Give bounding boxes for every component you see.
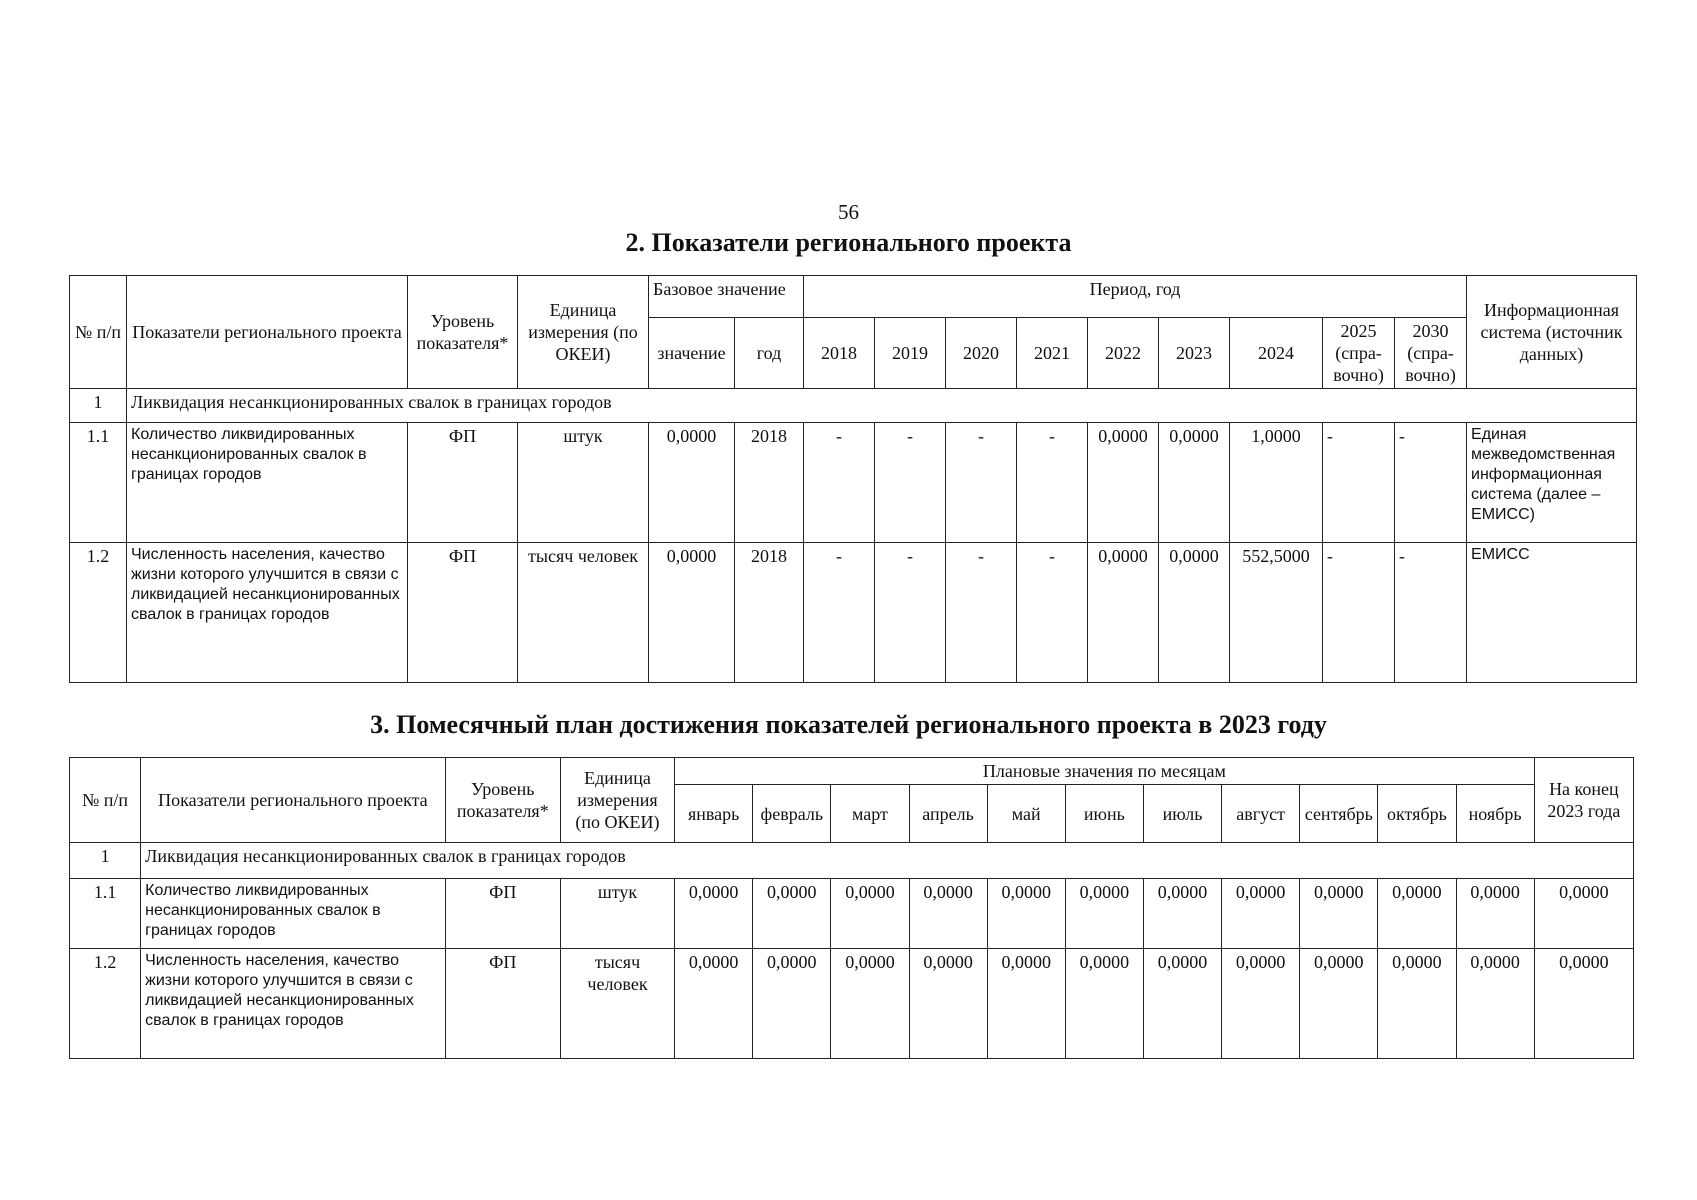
group-label: Ликвидация несанкционированных свалок в границах городов bbox=[141, 843, 1634, 879]
row-unit: штук bbox=[518, 423, 649, 543]
row-info-system: ЕМИСС bbox=[1467, 543, 1637, 683]
row-year-value: - bbox=[1395, 423, 1467, 543]
row-month-value: 0,0000 bbox=[1222, 949, 1300, 1059]
group-num: 1 bbox=[70, 389, 127, 423]
header-num: № п/п bbox=[70, 758, 141, 843]
row-year-value: - bbox=[875, 423, 946, 543]
row-year-value: - bbox=[1017, 423, 1088, 543]
group-label: Ликвидация несанкционированных свалок в границах городов bbox=[127, 389, 1637, 423]
row-month-value: 0,0000 bbox=[1456, 949, 1534, 1059]
row-year-end-value: 0,0000 bbox=[1534, 949, 1633, 1059]
row-month-value: 0,0000 bbox=[1378, 879, 1456, 949]
row-year-value: - bbox=[1395, 543, 1467, 683]
header-month: август bbox=[1222, 785, 1300, 843]
row-month-value: 0,0000 bbox=[753, 879, 831, 949]
row-base-value: 0,0000 bbox=[649, 543, 735, 683]
row-year-value: 0,0000 bbox=[1088, 543, 1159, 683]
header-year: 2024 bbox=[1230, 318, 1323, 389]
row-month-value: 0,0000 bbox=[1456, 879, 1534, 949]
row-num: 1.1 bbox=[70, 879, 141, 949]
header-unit: Единица измерения (по ОКЕИ) bbox=[560, 758, 674, 843]
row-num: 1.1 bbox=[70, 423, 127, 543]
header-year: 2018 bbox=[804, 318, 875, 389]
header-base-year: год bbox=[735, 318, 804, 389]
row-year-value: 1,0000 bbox=[1230, 423, 1323, 543]
header-month: апрель bbox=[909, 785, 987, 843]
header-num: № п/п bbox=[70, 276, 127, 389]
row-year-value: - bbox=[1323, 423, 1395, 543]
row-month-value: 0,0000 bbox=[1065, 879, 1143, 949]
table-row bbox=[70, 879, 1634, 949]
header-year: 2022 bbox=[1088, 318, 1159, 389]
header-indicator: Показатели регионального проекта bbox=[141, 758, 446, 843]
row-year-value: - bbox=[1323, 543, 1395, 683]
header-base-value: значение bbox=[649, 318, 735, 389]
row-month-value: 0,0000 bbox=[753, 949, 831, 1059]
row-month-value: 0,0000 bbox=[1065, 949, 1143, 1059]
row-base-year: 2018 bbox=[735, 423, 804, 543]
row-unit: штук bbox=[560, 879, 674, 949]
row-info-system: Единая межведомственная информационная система (далее – ЕМИСС) bbox=[1467, 423, 1637, 543]
row-month-value: 0,0000 bbox=[831, 879, 909, 949]
row-month-value: 0,0000 bbox=[1300, 949, 1378, 1059]
header-month: октябрь bbox=[1378, 785, 1456, 843]
row-indicator: Численность населения, качество жизни которого улучшится в связи с ликвидацией несанкционированных свалок в границах городов bbox=[141, 949, 446, 1059]
row-month-value: 0,0000 bbox=[1222, 879, 1300, 949]
header-month: февраль bbox=[753, 785, 831, 843]
header-month: ноябрь bbox=[1456, 785, 1534, 843]
indicators-table bbox=[69, 275, 1637, 683]
row-month-value: 0,0000 bbox=[1143, 949, 1221, 1059]
row-month-value: 0,0000 bbox=[1300, 879, 1378, 949]
group-num: 1 bbox=[70, 843, 141, 879]
row-year-value: - bbox=[804, 543, 875, 683]
monthly-plan-table bbox=[69, 757, 1634, 1059]
row-level: ФП bbox=[445, 949, 560, 1059]
row-unit: тысяч человек bbox=[560, 949, 674, 1059]
row-month-value: 0,0000 bbox=[1378, 949, 1456, 1059]
row-year-value: 552,5000 bbox=[1230, 543, 1323, 683]
header-year: 2025 (спра-вочно) bbox=[1323, 318, 1395, 389]
row-year-value: - bbox=[1017, 543, 1088, 683]
header-year: 2020 bbox=[946, 318, 1017, 389]
header-level: Уровень показателя* bbox=[445, 758, 560, 843]
table-row bbox=[70, 423, 1637, 543]
header-base: Базовое значение bbox=[649, 276, 804, 318]
row-base-value: 0,0000 bbox=[649, 423, 735, 543]
table-row bbox=[70, 543, 1637, 683]
header-month: сентябрь bbox=[1300, 785, 1378, 843]
page-number: 56 bbox=[838, 200, 859, 224]
row-month-value: 0,0000 bbox=[675, 949, 753, 1059]
row-num: 1.2 bbox=[70, 949, 141, 1059]
row-level: ФП bbox=[408, 543, 518, 683]
header-year: 2019 bbox=[875, 318, 946, 389]
row-year-end-value: 0,0000 bbox=[1534, 879, 1633, 949]
row-year-value: - bbox=[875, 543, 946, 683]
table-row bbox=[70, 949, 1634, 1059]
header-month: март bbox=[831, 785, 909, 843]
header-indicator: Показатели регионального проекта bbox=[127, 276, 408, 389]
header-month: июнь bbox=[1065, 785, 1143, 843]
section-title-indicators: 2. Показатели регионального проекта bbox=[625, 228, 1072, 257]
header-planned: Плановые значения по месяцам bbox=[675, 758, 1535, 785]
header-month: январь bbox=[675, 785, 753, 843]
row-level: ФП bbox=[445, 879, 560, 949]
row-month-value: 0,0000 bbox=[675, 879, 753, 949]
row-base-year: 2018 bbox=[735, 543, 804, 683]
row-month-value: 0,0000 bbox=[831, 949, 909, 1059]
row-month-value: 0,0000 bbox=[987, 879, 1065, 949]
header-info: Информационная система (источник данных) bbox=[1467, 276, 1637, 389]
row-indicator: Количество ликвидированных несанкционированных свалок в границах городов bbox=[127, 423, 408, 543]
row-year-value: - bbox=[804, 423, 875, 543]
row-year-value: - bbox=[946, 543, 1017, 683]
header-month: май bbox=[987, 785, 1065, 843]
row-month-value: 0,0000 bbox=[1143, 879, 1221, 949]
header-period: Период, год bbox=[804, 276, 1467, 318]
row-num: 1.2 bbox=[70, 543, 127, 683]
row-year-value: 0,0000 bbox=[1159, 543, 1230, 683]
row-year-value: 0,0000 bbox=[1159, 423, 1230, 543]
row-year-value: - bbox=[946, 423, 1017, 543]
row-unit: тысяч человек bbox=[518, 543, 649, 683]
header-year-end: На конец 2023 года bbox=[1534, 758, 1633, 843]
row-indicator: Численность населения, качество жизни которого улучшится в связи с ликвидацией несанкционированных свалок в границах городов bbox=[127, 543, 408, 683]
row-year-value: 0,0000 bbox=[1088, 423, 1159, 543]
header-year: 2030 (спра-вочно) bbox=[1395, 318, 1467, 389]
row-level: ФП bbox=[408, 423, 518, 543]
header-unit: Единица измерения (по ОКЕИ) bbox=[518, 276, 649, 389]
row-month-value: 0,0000 bbox=[909, 949, 987, 1059]
header-year: 2023 bbox=[1159, 318, 1230, 389]
section-title-monthly-plan: 3. Помесячный план достижения показателей регионального проекта в 2023 году bbox=[370, 710, 1327, 739]
row-indicator: Количество ликвидированных несанкционированных свалок в границах городов bbox=[141, 879, 446, 949]
row-month-value: 0,0000 bbox=[987, 949, 1065, 1059]
header-level: Уровень показателя* bbox=[408, 276, 518, 389]
header-year: 2021 bbox=[1017, 318, 1088, 389]
header-month: июль bbox=[1143, 785, 1221, 843]
row-month-value: 0,0000 bbox=[909, 879, 987, 949]
